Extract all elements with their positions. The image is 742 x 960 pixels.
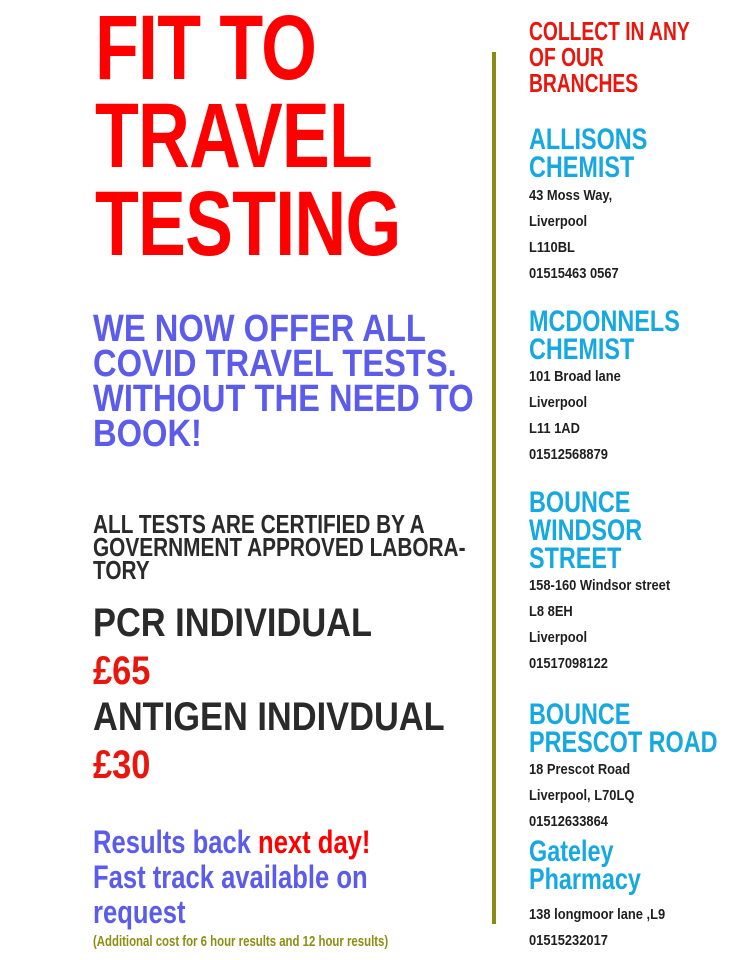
branch-phone: 01512633864 [529,813,608,830]
product-price-antigen: £30 [93,743,151,787]
branch-phone: 01515463 0567 [529,265,619,282]
branch-name-allisons [529,123,648,184]
offer-line: WITHOUT THE NEED TO [93,378,474,420]
product-price-pcr: £65 [93,649,151,693]
branch-address-allisons [529,183,619,287]
branch-address-mcdonnels [529,364,621,468]
results-prefix: Results back [93,824,259,860]
certification-line: TORY [93,555,150,585]
branch-phone: 01512568879 [529,446,608,463]
branch-name-line: BOUNCE [529,698,631,731]
results-line [93,825,370,860]
branch-address-line: 158-160 Windsor street [529,577,671,594]
branch-name-bounce-windsor [529,486,643,575]
column-divider [492,52,496,924]
collect-heading [529,18,690,96]
product-name-pcr: PCR INDIVIDUAL [93,601,373,645]
branch-address-line: Liverpool [529,629,588,646]
branch-name-line: STREET [529,542,622,575]
collect-line: COLLECT IN ANY [529,16,690,46]
branch-address-line: 101 Broad lane [529,368,621,385]
certification-line: ALL TESTS ARE CERTIFIED BY A [93,509,425,539]
offer-line: BOOK! [93,413,202,455]
branch-name-line: Pharmacy [529,863,641,896]
branch-name-bounce-prescot [529,698,718,759]
branch-address-line: Liverpool, L70LQ [529,787,635,804]
branch-address-bounce-prescot [529,757,634,835]
branch-name-line: CHEMIST [529,151,635,184]
branch-name-mcdonnels [529,305,680,366]
offer-line: WE NOW OFFER ALL [93,308,426,350]
results-line: request [93,894,186,930]
branch-address-line: Liverpool [529,394,588,411]
branch-name-line: ALLISONS [529,123,648,156]
offer-text [93,308,474,455]
branch-address-line: L8 8EH [529,603,573,620]
results-highlight: next day! [258,824,371,860]
product-name-antigen: ANTIGEN INDIVDUAL [93,695,445,739]
headline-line: TESTING [95,173,401,275]
additional-cost-note: (Additional cost for 6 hour results and 12 hour results) [93,933,389,950]
branch-address-bounce-windsor [529,573,670,677]
branch-name-line: CHEMIST [529,333,635,366]
branch-address-gateley [529,902,665,954]
collect-line: BRANCHES [529,68,639,98]
certification-line: GOVERNMENT APPROVED LABORA- [93,532,466,562]
offer-line: COVID TRAVEL TESTS. [93,343,457,385]
branches-column [529,0,742,960]
branch-name-line: PRESCOT ROAD [529,726,718,759]
branch-address-line: Liverpool [529,213,588,230]
branch-address-line: L110BL [529,239,575,256]
branch-name-line: MCDONNELS [529,305,680,338]
branch-address-line: 18 Prescot Road [529,761,631,778]
headline-line: FIT TO [95,0,317,99]
branch-phone: 01517098122 [529,655,608,672]
certification-text [93,509,466,585]
collect-line: OF OUR [529,42,604,72]
results-line: Fast track available on [93,859,368,895]
branch-name-line: BOUNCE [529,486,631,519]
branch-name-line: WINDSOR [529,514,643,547]
headline [95,0,401,275]
branch-address-line: L11 1AD [529,420,580,437]
results-text [93,825,370,930]
branch-address-line: 43 Moss Way, [529,187,613,204]
headline-line: TRAVEL [95,85,373,187]
branch-phone: 01515232017 [529,932,608,949]
branch-address-line: 138 longmoor lane ,L9 [529,906,666,923]
branch-name-gateley [529,835,641,896]
branch-name-line: Gateley [529,835,614,868]
